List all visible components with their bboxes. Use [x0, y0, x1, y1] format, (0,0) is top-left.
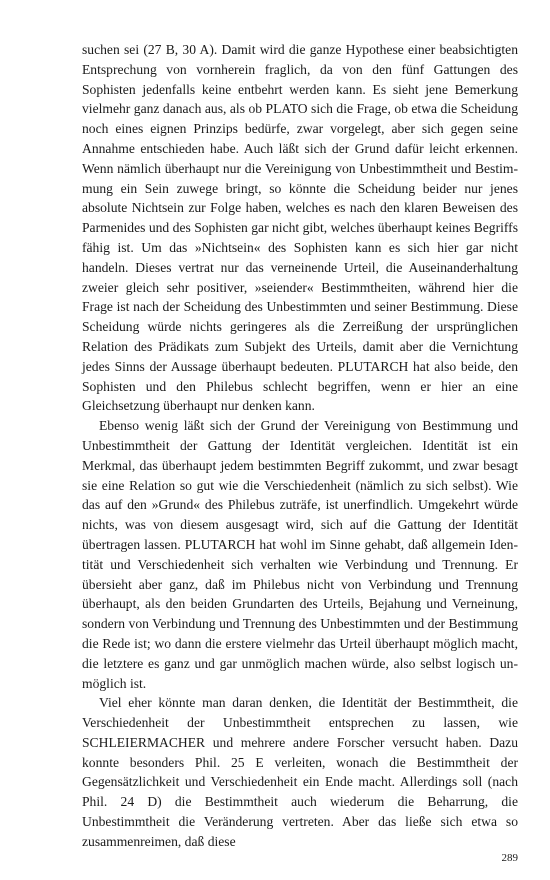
page-number: 289 — [501, 852, 518, 864]
paragraph-2: Ebenso wenig läßt sich der Grund der Vereinigung von Bestimmung und Unbestimmtheit der Gattung der Identität vergleichen. Identität ist ein Merkmal, das überhaupt jedem bestimmten Begriff zukommt, und zwar besagt sie eine Relation so gut wie die Verschiedenheit (nämlich zu sich selbst). Wie das auf den »Grund« des Philebus zuträfe, ist unerfindlich. Umgekehrt würde nichts, was von diesem ausgesagt wird, sich auf die Gattung der Identität übertragen lassen. PLUTARCH hat wohl im Sinne gehabt, daß allgemein Identität und Verschiedenheit sich verhalten wie Verbindung und Trennung. Er übersieht aber ganz, daß im Philebus nicht von Verbindung und Trennung überhaupt, als den beiden Grundarten des Urteils, Bejahung und Verneinung, sondern von Verbindung und Trennung des Unbestimmten und der Bestimmung die Rede ist; wo dann die erstere vielmehr das Urteil überhaupt möglich macht, die letztere es ganz und gar unmöglich machen würde, also selbst logisch unmöglich ist. — [82, 418, 518, 691]
paragraph-3: Viel eher könnte man daran denken, die Identität der Bestimmtheit, die Verschiedenheit der Unbestimmtheit entsprechen zu lassen, wie SCHLEIERMACHER und mehrere andere Forscher versucht haben. Dazu konnte besonders Phil. 25 E verleiten, wonach die Bestimmtheit der Gegensätzlichkeit und Verschiedenheit ein Ende macht. Allerdings soll (nach Phil. 24 D) die Bestimmtheit auch wiederum die Beharrung, die Unbestimmtheit die Veränderung vertreten. Aber das ließe sich etwa so zusammenreimen, daß diese — [82, 695, 518, 849]
paragraph-1: suchen sei (27 B, 30 A). Damit wird die ganze Hypothese einer beabsichtigten Entsprechung von vornherein fraglich, da von den fünf Gattungen des Sophisten jedenfalls keine entbehrt werden kann. Es sieht jene Bemerkung vielmehr ganz danach aus, als ob PLATO sich die Frage, ob etwa die Scheidung noch eines eignen Prinzips bedürfe, zwar vorgelegt, aber sich gegen seine Annahme entschieden habe. Auch läßt sich der Grund dafür leicht erkennen. Wenn nämlich überhaupt nur die Vereinigung von Unbestimmtheit und Bestimmung ein Sein zuwege bringt, so könnte die Scheidung beider nur jenes absolute Nichtsein zur Folge haben, welches es nach den klaren Beweisen des Parmenides und des Sophisten gar nicht gibt, welches überhaupt keines Begriffs fähig ist. Um das »Nichtsein« des Sophisten kann es sich hier gar nicht handeln. Dieses vertrat nur das verneinende Urteil, die Auseinanderhaltung zweier gleich sehr positiver, »seiender« Bestimmtheiten, während hier die Frage ist nach der Scheidung des Unbestimmten und seiner Bestimmung. Diese Scheidung würde nichts geringeres als die Zerreißung der ursprünglichen Relation des Prädikats zum Subjekt des Urteils, damit aber die Vernichtung jedes Sinns der Aussage überhaupt bedeuten. PLUTARCH hat also beide, den Sophisten und den Philebus schlecht begriffen, wenn er hier an eine Gleichsetzung überhaupt nur denken kann. — [82, 42, 518, 414]
body-text — [82, 40, 518, 852]
